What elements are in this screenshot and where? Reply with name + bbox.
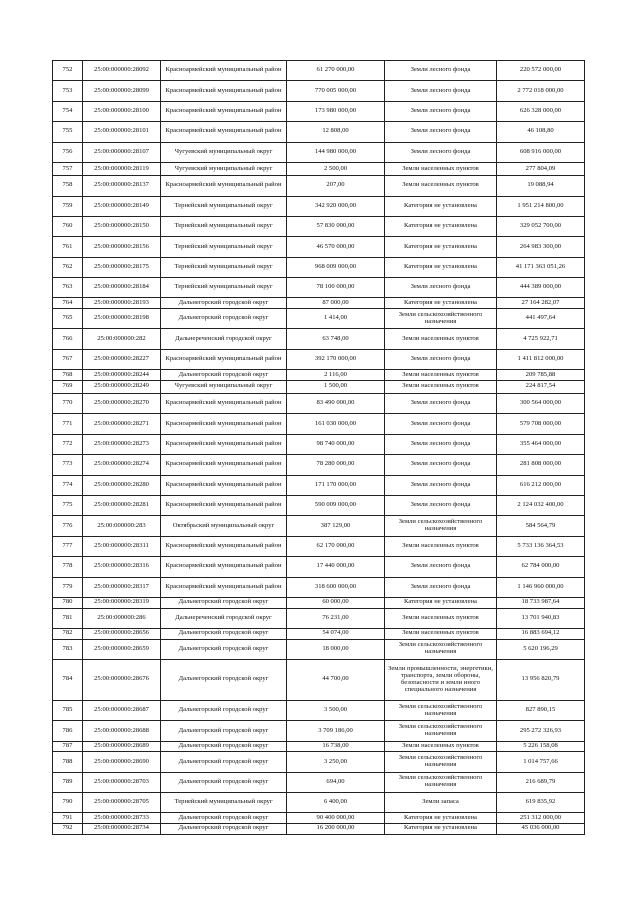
land-category-cell: Земли лесного фонда xyxy=(385,122,497,142)
cadastral-value-cell: 295 272 326,93 xyxy=(497,721,585,741)
cadastral-number-cell: 25:00:000000:28198 xyxy=(83,309,161,329)
cadastral-number-cell: 25:00:000000:28690 xyxy=(83,752,161,772)
area-cell: 62 170 000,00 xyxy=(287,536,385,556)
table-row xyxy=(53,414,585,434)
area-cell: 3 250,00 xyxy=(287,752,385,772)
land-category-cell: Земли сельскохозяйственного назначения xyxy=(385,516,497,536)
municipality-cell: Красноармейский муниципальный район xyxy=(161,101,287,121)
cadastral-number-cell: 25:00:000000:28270 xyxy=(83,394,161,414)
cadastral-value-cell: 251 312 000,00 xyxy=(497,813,585,824)
row-number-cell: 779 xyxy=(53,577,83,597)
table-body xyxy=(53,61,585,835)
municipality-cell: Красноармейский муниципальный район xyxy=(161,475,287,495)
cadastral-number-cell: 25:00:000000:28137 xyxy=(83,176,161,196)
cadastral-number-cell: 25:00:000000:28184 xyxy=(83,278,161,298)
municipality-cell: Тернейский муниципальный округ xyxy=(161,793,287,813)
table-row xyxy=(53,237,585,257)
cadastral-value-cell: 16 883 694,12 xyxy=(497,628,585,639)
table-row xyxy=(53,329,585,349)
area-cell: 2 500,00 xyxy=(287,162,385,175)
table-row xyxy=(53,577,585,597)
area-cell: 98 740 000,00 xyxy=(287,434,385,454)
cadastral-value-cell: 46 108,80 xyxy=(497,122,585,142)
row-number-cell: 758 xyxy=(53,176,83,196)
cadastral-value-cell: 626 328 000,00 xyxy=(497,101,585,121)
land-category-cell: Земли лесного фонда xyxy=(385,81,497,101)
municipality-cell: Дальнереченский городской округ xyxy=(161,329,287,349)
land-category-cell: Земли сельскохозяйственного назначения xyxy=(385,639,497,659)
table-row xyxy=(53,516,585,536)
land-category-cell: Земли лесного фонда xyxy=(385,349,497,369)
row-number-cell: 785 xyxy=(53,700,83,720)
municipality-cell: Тернейский муниципальный округ xyxy=(161,216,287,236)
cadastral-value-cell: 2 124 032 400,00 xyxy=(497,495,585,515)
land-category-cell: Земли населенных пунктов xyxy=(385,370,497,381)
row-number-cell: 754 xyxy=(53,101,83,121)
land-category-cell: Земли населенных пунктов xyxy=(385,608,497,628)
land-category-cell: Земли запаса xyxy=(385,793,497,813)
land-category-cell: Земли населенных пунктов xyxy=(385,628,497,639)
municipality-cell: Красноармейский муниципальный район xyxy=(161,495,287,515)
cadastral-number-cell: 25:00:000000:28688 xyxy=(83,721,161,741)
cadastral-value-cell: 19 088,94 xyxy=(497,176,585,196)
area-cell: 161 030 000,00 xyxy=(287,414,385,434)
cadastral-number-cell: 25:00:000000:28244 xyxy=(83,370,161,381)
municipality-cell: Дальнегорский городской округ xyxy=(161,597,287,608)
row-number-cell: 766 xyxy=(53,329,83,349)
land-category-cell: Земли лесного фонда xyxy=(385,434,497,454)
cadastral-number-cell: 25:00:000000:286 xyxy=(83,608,161,628)
row-number-cell: 756 xyxy=(53,142,83,162)
municipality-cell: Дальнегорский городской округ xyxy=(161,628,287,639)
area-cell: 63 748,00 xyxy=(287,329,385,349)
municipality-cell: Красноармейский муниципальный район xyxy=(161,455,287,475)
table-row xyxy=(53,196,585,216)
municipality-cell: Дальнегорский городской округ xyxy=(161,772,287,792)
table-row xyxy=(53,597,585,608)
cadastral-value-cell: 444 389 000,00 xyxy=(497,278,585,298)
table-row xyxy=(53,772,585,792)
cadastral-number-cell: 25:00:000000:28100 xyxy=(83,101,161,121)
row-number-cell: 767 xyxy=(53,349,83,369)
row-number-cell: 763 xyxy=(53,278,83,298)
cadastral-value-cell: 2 772 018 000,00 xyxy=(497,81,585,101)
cadastral-value-cell: 5 226 158,08 xyxy=(497,741,585,752)
cadastral-value-cell: 1 951 214 800,00 xyxy=(497,196,585,216)
table-row xyxy=(53,81,585,101)
cadastral-number-cell: 25:00:000000:28687 xyxy=(83,700,161,720)
table-row xyxy=(53,122,585,142)
cadastral-value-cell: 281 808 000,00 xyxy=(497,455,585,475)
table-row xyxy=(53,349,585,369)
land-category-cell: Земли населенных пунктов xyxy=(385,741,497,752)
land-category-cell: Категория не установлена xyxy=(385,298,497,309)
area-cell: 318 600 000,00 xyxy=(287,577,385,597)
municipality-cell: Красноармейский муниципальный район xyxy=(161,349,287,369)
municipality-cell: Дальнегорский городской округ xyxy=(161,721,287,741)
row-number-cell: 775 xyxy=(53,495,83,515)
area-cell: 1 500,00 xyxy=(287,380,385,393)
area-cell: 968 009 000,00 xyxy=(287,257,385,277)
municipality-cell: Дальнегорский городской округ xyxy=(161,298,287,309)
cadastral-number-cell: 25:00:000000:28274 xyxy=(83,455,161,475)
table-row xyxy=(53,257,585,277)
land-category-cell: Земли лесного фонда xyxy=(385,414,497,434)
cadastral-number-cell: 25:00:000000:28107 xyxy=(83,142,161,162)
row-number-cell: 788 xyxy=(53,752,83,772)
row-number-cell: 755 xyxy=(53,122,83,142)
land-category-cell: Категория не установлена xyxy=(385,237,497,257)
cadastral-value-cell: 579 708 000,00 xyxy=(497,414,585,434)
area-cell: 694,00 xyxy=(287,772,385,792)
area-cell: 392 170 000,00 xyxy=(287,349,385,369)
land-category-cell: Земли лесного фонда xyxy=(385,61,497,81)
area-cell: 76 231,00 xyxy=(287,608,385,628)
land-category-cell: Земли лесного фонда xyxy=(385,142,497,162)
cadastral-value-cell: 45 036 000,00 xyxy=(497,824,585,835)
area-cell: 78 100 000,00 xyxy=(287,278,385,298)
cadastral-value-cell: 1 014 757,66 xyxy=(497,752,585,772)
area-cell: 90 400 000,00 xyxy=(287,813,385,824)
municipality-cell: Красноармейский муниципальный район xyxy=(161,176,287,196)
cadastral-number-cell: 25:00:000000:28175 xyxy=(83,257,161,277)
municipality-cell: Красноармейский муниципальный район xyxy=(161,61,287,81)
land-category-cell: Земли сельскохозяйственного назначения xyxy=(385,309,497,329)
cadastral-value-cell: 62 784 000,00 xyxy=(497,557,585,577)
row-number-cell: 771 xyxy=(53,414,83,434)
row-number-cell: 778 xyxy=(53,557,83,577)
cadastral-number-cell: 25:00:000000:28317 xyxy=(83,577,161,597)
cadastral-number-cell: 25:00:000000:28150 xyxy=(83,216,161,236)
area-cell: 46 570 000,00 xyxy=(287,237,385,257)
row-number-cell: 784 xyxy=(53,659,83,700)
row-number-cell: 782 xyxy=(53,628,83,639)
row-number-cell: 786 xyxy=(53,721,83,741)
row-number-cell: 774 xyxy=(53,475,83,495)
row-number-cell: 761 xyxy=(53,237,83,257)
cadastral-number-cell: 25:00:000000:28659 xyxy=(83,639,161,659)
cadastral-number-cell: 25:00:000000:28119 xyxy=(83,162,161,175)
cadastral-number-cell: 25:00:000000:283 xyxy=(83,516,161,536)
table-row xyxy=(53,628,585,639)
cadastral-number-cell: 25:00:000000:28311 xyxy=(83,536,161,556)
table-row xyxy=(53,278,585,298)
cadastral-number-cell: 25:00:000000:28099 xyxy=(83,81,161,101)
table-row xyxy=(53,309,585,329)
municipality-cell: Красноармейский муниципальный район xyxy=(161,81,287,101)
cadastral-value-cell: 827 890,15 xyxy=(497,700,585,720)
cadastral-value-cell: 329 052 700,00 xyxy=(497,216,585,236)
table-row xyxy=(53,824,585,835)
area-cell: 17 440 000,00 xyxy=(287,557,385,577)
table-row xyxy=(53,700,585,720)
row-number-cell: 790 xyxy=(53,793,83,813)
land-category-cell: Земли лесного фонда xyxy=(385,557,497,577)
municipality-cell: Красноармейский муниципальный район xyxy=(161,394,287,414)
cadastral-number-cell: 25:00:000000:28273 xyxy=(83,434,161,454)
land-category-cell: Земли сельскохозяйственного назначения xyxy=(385,700,497,720)
municipality-cell: Красноармейский муниципальный район xyxy=(161,122,287,142)
municipality-cell: Дальнегорский городской округ xyxy=(161,813,287,824)
table-row xyxy=(53,475,585,495)
cadastral-number-cell: 25:00:000000:28676 xyxy=(83,659,161,700)
land-category-cell: Земли сельскохозяйственного назначения xyxy=(385,772,497,792)
cadastral-number-cell: 25:00:000000:28156 xyxy=(83,237,161,257)
table-row xyxy=(53,162,585,175)
land-category-cell: Земли лесного фонда xyxy=(385,455,497,475)
land-category-cell: Земли населенных пунктов xyxy=(385,329,497,349)
municipality-cell: Октябрьский муниципальный округ xyxy=(161,516,287,536)
row-number-cell: 765 xyxy=(53,309,83,329)
land-category-cell: Категория не установлена xyxy=(385,216,497,236)
cadastral-value-cell: 1 146 960 000,00 xyxy=(497,577,585,597)
land-category-cell: Земли лесного фонда xyxy=(385,577,497,597)
municipality-cell: Красноармейский муниципальный район xyxy=(161,536,287,556)
cadastral-value-cell: 441 497,64 xyxy=(497,309,585,329)
table-row xyxy=(53,752,585,772)
cadastral-number-cell: 25:00:000000:28703 xyxy=(83,772,161,792)
area-cell: 16 200 000,00 xyxy=(287,824,385,835)
area-cell: 61 270 000,00 xyxy=(287,61,385,81)
area-cell: 6 400,00 xyxy=(287,793,385,813)
municipality-cell: Тернейский муниципальный округ xyxy=(161,237,287,257)
table-row xyxy=(53,813,585,824)
land-category-cell: Категория не установлена xyxy=(385,813,497,824)
area-cell: 770 005 000,00 xyxy=(287,81,385,101)
municipality-cell: Дальнегорский городской округ xyxy=(161,370,287,381)
land-category-cell: Категория не установлена xyxy=(385,257,497,277)
cadastral-number-cell: 25:00:000000:28271 xyxy=(83,414,161,434)
table-row xyxy=(53,741,585,752)
table-row xyxy=(53,659,585,700)
cadastral-value-cell: 4 725 922,71 xyxy=(497,329,585,349)
cadastral-value-cell: 216 689,79 xyxy=(497,772,585,792)
cadastral-value-cell: 608 916 000,00 xyxy=(497,142,585,162)
cadastral-value-cell: 5 620 196,29 xyxy=(497,639,585,659)
row-number-cell: 768 xyxy=(53,370,83,381)
municipality-cell: Красноармейский муниципальный район xyxy=(161,557,287,577)
municipality-cell: Дальнегорский городской округ xyxy=(161,824,287,835)
row-number-cell: 781 xyxy=(53,608,83,628)
area-cell: 1 414,00 xyxy=(287,309,385,329)
land-category-cell: Категория не установлена xyxy=(385,824,497,835)
municipality-cell: Красноармейский муниципальный район xyxy=(161,414,287,434)
land-category-cell: Земли населенных пунктов xyxy=(385,536,497,556)
row-number-cell: 773 xyxy=(53,455,83,475)
table-row xyxy=(53,793,585,813)
row-number-cell: 777 xyxy=(53,536,83,556)
table-row xyxy=(53,394,585,414)
land-category-cell: Земли промышленности, энергетики, транспорта, земли обороны, безопасности и земли иного специального назначения xyxy=(385,659,497,700)
land-category-cell: Земли лесного фонда xyxy=(385,475,497,495)
cadastral-value-cell: 355 464 000,00 xyxy=(497,434,585,454)
land-category-cell: Земли лесного фонда xyxy=(385,394,497,414)
cadastral-value-cell: 209 785,88 xyxy=(497,370,585,381)
row-number-cell: 769 xyxy=(53,380,83,393)
municipality-cell: Красноармейский муниципальный район xyxy=(161,434,287,454)
municipality-cell: Тернейский муниципальный округ xyxy=(161,278,287,298)
land-category-cell: Земли сельскохозяйственного назначения xyxy=(385,752,497,772)
land-category-cell: Земли лесного фонда xyxy=(385,278,497,298)
row-number-cell: 783 xyxy=(53,639,83,659)
row-number-cell: 764 xyxy=(53,298,83,309)
area-cell: 2 116,00 xyxy=(287,370,385,381)
row-number-cell: 772 xyxy=(53,434,83,454)
cadastral-value-cell: 616 212 000,00 xyxy=(497,475,585,495)
row-number-cell: 792 xyxy=(53,824,83,835)
cadastral-value-cell: 264 983 300,00 xyxy=(497,237,585,257)
cadastral-number-cell: 25:00:000000:28705 xyxy=(83,793,161,813)
table-row xyxy=(53,455,585,475)
cadastral-number-cell: 25:00:000000:282 xyxy=(83,329,161,349)
table-row xyxy=(53,434,585,454)
area-cell: 16 738,00 xyxy=(287,741,385,752)
row-number-cell: 787 xyxy=(53,741,83,752)
row-number-cell: 757 xyxy=(53,162,83,175)
table-row xyxy=(53,298,585,309)
row-number-cell: 753 xyxy=(53,81,83,101)
cadastral-value-cell: 1 411 812 000,00 xyxy=(497,349,585,369)
row-number-cell: 791 xyxy=(53,813,83,824)
table-row xyxy=(53,639,585,659)
cadastral-value-cell: 5 733 136 364,53 xyxy=(497,536,585,556)
table-row xyxy=(53,721,585,741)
cadastral-value-cell: 619 835,92 xyxy=(497,793,585,813)
cadastral-number-cell: 25:00:000000:28319 xyxy=(83,597,161,608)
area-cell: 60 000,00 xyxy=(287,597,385,608)
municipality-cell: Дальнегорский городской округ xyxy=(161,309,287,329)
table-row xyxy=(53,61,585,81)
area-cell: 57 830 000,00 xyxy=(287,216,385,236)
table-row xyxy=(53,142,585,162)
document-page xyxy=(52,60,584,835)
municipality-cell: Красноармейский муниципальный район xyxy=(161,577,287,597)
cadastral-number-cell: 25:00:000000:28656 xyxy=(83,628,161,639)
cadastral-value-cell: 584 564,79 xyxy=(497,516,585,536)
cadastral-value-cell: 18 733 987,64 xyxy=(497,597,585,608)
area-cell: 78 280 000,00 xyxy=(287,455,385,475)
cadastral-value-cell: 300 564 000,00 xyxy=(497,394,585,414)
table-row xyxy=(53,370,585,381)
municipality-cell: Чугуевский муниципальный округ xyxy=(161,162,287,175)
land-category-cell: Земли лесного фонда xyxy=(385,495,497,515)
area-cell: 83 490 000,00 xyxy=(287,394,385,414)
cadastral-number-cell: 25:00:000000:28149 xyxy=(83,196,161,216)
cadastral-number-cell: 25:00:000000:28316 xyxy=(83,557,161,577)
land-category-cell: Земли сельскохозяйственного назначения xyxy=(385,721,497,741)
land-category-cell: Категория не установлена xyxy=(385,196,497,216)
area-cell: 87 000,00 xyxy=(287,298,385,309)
area-cell: 171 170 000,00 xyxy=(287,475,385,495)
municipality-cell: Дальнегорский городской округ xyxy=(161,700,287,720)
row-number-cell: 789 xyxy=(53,772,83,792)
municipality-cell: Тернейский муниципальный округ xyxy=(161,196,287,216)
land-category-cell: Земли лесного фонда xyxy=(385,101,497,121)
area-cell: 3 709 186,00 xyxy=(287,721,385,741)
municipality-cell: Чугуевский муниципальный округ xyxy=(161,380,287,393)
cadastral-value-cell: 41 171 363 051,26 xyxy=(497,257,585,277)
cadastral-number-cell: 25:00:000000:28689 xyxy=(83,741,161,752)
row-number-cell: 752 xyxy=(53,61,83,81)
table-row xyxy=(53,536,585,556)
table-row xyxy=(53,608,585,628)
land-category-cell: Земли населенных пунктов xyxy=(385,162,497,175)
table-row xyxy=(53,101,585,121)
row-number-cell: 762 xyxy=(53,257,83,277)
cadastral-value-cell: 277 804,09 xyxy=(497,162,585,175)
table-row xyxy=(53,176,585,196)
row-number-cell: 759 xyxy=(53,196,83,216)
row-number-cell: 770 xyxy=(53,394,83,414)
table-row xyxy=(53,557,585,577)
municipality-cell: Тернейский муниципальный округ xyxy=(161,257,287,277)
area-cell: 12 808,00 xyxy=(287,122,385,142)
cadastral-number-cell: 25:00:000000:28733 xyxy=(83,813,161,824)
cadastral-number-cell: 25:00:000000:28280 xyxy=(83,475,161,495)
area-cell: 207,00 xyxy=(287,176,385,196)
area-cell: 44 700,00 xyxy=(287,659,385,700)
cadastral-number-cell: 25:00:000000:28193 xyxy=(83,298,161,309)
municipality-cell: Дальнегорский городской округ xyxy=(161,741,287,752)
cadastral-value-cell: 224 817,54 xyxy=(497,380,585,393)
area-cell: 144 980 000,00 xyxy=(287,142,385,162)
area-cell: 18 000,00 xyxy=(287,639,385,659)
cadastral-value-cell: 27 164 282,07 xyxy=(497,298,585,309)
land-category-cell: Категория не установлена xyxy=(385,597,497,608)
cadastral-number-cell: 25:00:000000:28734 xyxy=(83,824,161,835)
area-cell: 173 980 000,00 xyxy=(287,101,385,121)
cadastral-number-cell: 25:00:000000:28101 xyxy=(83,122,161,142)
area-cell: 342 920 000,00 xyxy=(287,196,385,216)
cadastral-number-cell: 25:00:000000:28249 xyxy=(83,380,161,393)
area-cell: 3 500,00 xyxy=(287,700,385,720)
cadastral-value-cell: 13 956 820,79 xyxy=(497,659,585,700)
municipality-cell: Чугуевский муниципальный округ xyxy=(161,142,287,162)
cadastral-number-cell: 25:00:000000:28227 xyxy=(83,349,161,369)
row-number-cell: 776 xyxy=(53,516,83,536)
area-cell: 590 009 000,00 xyxy=(287,495,385,515)
land-category-cell: Земли населенных пунктов xyxy=(385,380,497,393)
area-cell: 54 074,00 xyxy=(287,628,385,639)
table-row xyxy=(53,380,585,393)
municipality-cell: Дальнегорский городской округ xyxy=(161,659,287,700)
row-number-cell: 760 xyxy=(53,216,83,236)
area-cell: 387 129,00 xyxy=(287,516,385,536)
cadastral-value-cell: 13 701 940,83 xyxy=(497,608,585,628)
land-plots-table xyxy=(52,60,585,835)
table-row xyxy=(53,495,585,515)
table-row xyxy=(53,216,585,236)
municipality-cell: Дальнереченский городской округ xyxy=(161,608,287,628)
cadastral-number-cell: 25:00:000000:28281 xyxy=(83,495,161,515)
land-category-cell: Земли населенных пунктов xyxy=(385,176,497,196)
municipality-cell: Дальнегорский городской округ xyxy=(161,752,287,772)
row-number-cell: 780 xyxy=(53,597,83,608)
cadastral-value-cell: 220 572 000,00 xyxy=(497,61,585,81)
municipality-cell: Дальнегорский городской округ xyxy=(161,639,287,659)
cadastral-number-cell: 25:00:000000:28092 xyxy=(83,61,161,81)
